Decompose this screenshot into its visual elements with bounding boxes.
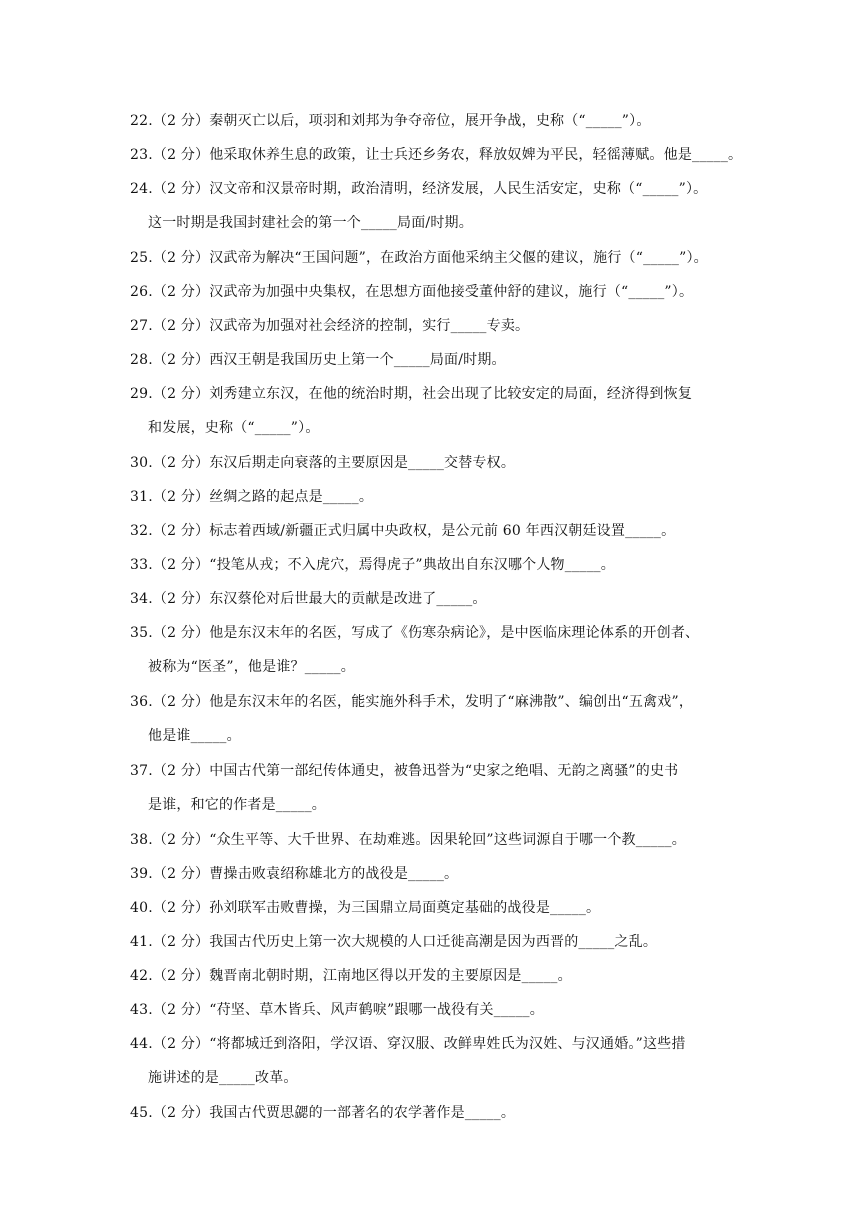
question-first-line [130, 823, 735, 857]
question-number: 22. [130, 113, 153, 129]
question-text: 他是谁_____。 [148, 728, 241, 744]
question-text: 中国古代第一部纪传体通史，被鲁迅誉为“史家之绝唱、无韵之离骚”的史书 [209, 763, 679, 779]
question-first-line [130, 582, 735, 616]
question-points: （2 分） [152, 489, 210, 505]
question-item [130, 241, 735, 275]
question-item [130, 993, 735, 1027]
question-text: 我国古代贾思勰的一部著名的农学著作是_____。 [209, 1105, 516, 1121]
question-number: 34. [130, 591, 153, 607]
question-number: 32. [130, 523, 153, 539]
question-text: 东汉后期走向衰落的主要原因是_____交替专权。 [209, 455, 516, 471]
question-text: 汉武帝为加强对社会经济的控制，实行_____专卖。 [209, 318, 530, 334]
question-item [130, 514, 735, 548]
question-item [130, 1027, 735, 1095]
question-text: 汉武帝为加强中央集权，在思想方面他接受董仲舒的建议，施行（“_____”）。 [209, 284, 694, 300]
question-points: （2 分） [152, 625, 210, 641]
question-text: 东汉蔡伦对后世最大的贡献是改进了_____。 [209, 591, 487, 607]
question-item [130, 377, 735, 445]
question-item [130, 959, 735, 993]
question-number: 40. [130, 900, 153, 916]
question-first-line [130, 275, 735, 309]
question-item [130, 138, 743, 172]
question-first-line [130, 1096, 735, 1130]
question-first-line [130, 754, 735, 788]
question-number: 42. [130, 968, 153, 984]
question-number: 29. [130, 386, 153, 402]
question-first-line [130, 446, 735, 480]
question-points: （2 分） [152, 523, 210, 539]
question-item [130, 548, 735, 582]
question-number: 24. [130, 181, 153, 197]
question-points: （2 分） [152, 250, 210, 266]
question-first-line [130, 891, 735, 925]
question-first-line [130, 241, 735, 275]
question-points: （2 分） [152, 832, 210, 848]
question-first-line [130, 548, 735, 582]
question-first-line [130, 309, 735, 343]
question-item [130, 857, 735, 891]
question-points: （2 分） [152, 557, 210, 573]
question-first-line [130, 138, 743, 172]
question-item [130, 104, 735, 138]
question-continuation-line [130, 206, 735, 240]
question-points: （2 分） [152, 352, 210, 368]
question-text: 曹操击败袁绍称雄北方的战役是_____。 [209, 866, 459, 882]
question-continuation-line [130, 788, 735, 822]
question-continuation-line [130, 411, 735, 445]
question-points: （2 分） [152, 455, 210, 471]
question-points: （2 分） [152, 1105, 210, 1121]
question-number: 28. [130, 352, 153, 368]
question-item [130, 343, 735, 377]
question-points: （2 分） [152, 968, 210, 984]
question-points: （2 分） [152, 763, 210, 779]
question-item [130, 685, 735, 753]
question-text: 他是东汉末年的名医，写成了《伤寒杂病论》，是中医临床理论体系的开创者、 [209, 625, 700, 641]
question-text: 孙刘联军击败曹操，为三国鼎立局面奠定基础的战役是_____。 [209, 900, 601, 916]
question-number: 38. [130, 832, 153, 848]
question-text: 被称为“医圣”，他是谁？_____。 [148, 659, 355, 675]
question-item [130, 275, 735, 309]
question-item [130, 582, 735, 616]
question-points: （2 分） [152, 934, 210, 950]
question-first-line [130, 925, 735, 959]
question-item [130, 480, 735, 514]
question-text: 西汉王朝是我国历史上第一个_____局面/时期。 [209, 352, 506, 368]
question-number: 36. [130, 694, 153, 710]
question-number: 26. [130, 284, 153, 300]
question-text: 汉武帝为解决“王国问题”，在政治方面他采纳主父偃的建议，施行（“_____”）。 [209, 250, 708, 266]
question-number: 41. [130, 934, 153, 950]
question-item [130, 925, 735, 959]
question-first-line [130, 104, 735, 138]
question-continuation-line [130, 719, 735, 753]
question-points: （2 分） [152, 591, 210, 607]
question-item [130, 891, 735, 925]
question-text: 刘秀建立东汉，在他的统治时期，社会出现了比较安定的局面，经济得到恢复 [209, 386, 693, 402]
question-item [130, 616, 735, 684]
question-text: 标志着西域/新疆正式归属中央政权，是公元前 60 年西汉朝廷设置_____。 [209, 523, 676, 539]
question-text: 汉文帝和汉景帝时期，政治清明，经济发展，人民生活安定，史称（“_____”）。 [209, 181, 708, 197]
question-item [130, 309, 735, 343]
question-number: 35. [130, 625, 153, 641]
question-item [130, 1096, 735, 1130]
question-continuation-line [130, 1061, 735, 1095]
question-item [130, 446, 735, 480]
question-text: 秦朝灭亡以后，项羽和刘邦为争夺帝位，展开争战，史称（“_____”）。 [209, 113, 651, 129]
question-first-line [130, 685, 735, 719]
question-text: 魏晋南北朝时期，江南地区得以开发的主要原因是_____。 [209, 968, 572, 984]
question-text: 和发展，史称（“_____”）。 [148, 420, 320, 436]
question-points: （2 分） [152, 147, 210, 163]
question-number: 45. [130, 1105, 153, 1121]
question-points: （2 分） [152, 284, 210, 300]
question-points: （2 分） [152, 181, 210, 197]
question-text: “投笔从戎；不入虎穴，焉得虎子”典故出自东汉哪个人物_____。 [209, 557, 615, 573]
question-text: 施讲述的是_____改革。 [148, 1070, 298, 1086]
question-number: 39. [130, 866, 153, 882]
question-points: （2 分） [152, 113, 210, 129]
question-text: “众生平等、大千世界、在劫难逃。因果轮回”这些词源自于哪一个教_____。 [209, 832, 686, 848]
question-text: 这一时期是我国封建社会的第一个_____局面/时期。 [148, 215, 473, 231]
question-text: 是谁，和它的作者是_____。 [148, 797, 326, 813]
question-number: 30. [130, 455, 153, 471]
question-first-line [130, 514, 735, 548]
question-text: 他采取休养生息的政策，让士兵还乡务农，释放奴婢为平民，轻徭薄赋。他是_____。 [209, 147, 743, 163]
question-item [130, 823, 735, 857]
question-first-line [130, 480, 735, 514]
question-first-line [130, 343, 735, 377]
question-first-line [130, 993, 735, 1027]
question-text: 丝绸之路的起点是_____。 [209, 489, 374, 505]
question-points: （2 分） [152, 694, 210, 710]
question-first-line [130, 959, 735, 993]
question-text: “苻坚、草木皆兵、风声鹤唳”跟哪一战役有关_____。 [209, 1002, 544, 1018]
question-number: 37. [130, 763, 153, 779]
question-number: 43. [130, 1002, 153, 1018]
question-number: 25. [130, 250, 153, 266]
question-first-line [130, 857, 735, 891]
question-number: 27. [130, 318, 153, 334]
question-text: “将都城迁到洛阳，学汉语、穿汉服、改鲜卑姓氏为汉姓、与汉通婚。”这些措 [209, 1036, 686, 1052]
question-first-line [130, 172, 735, 206]
question-number: 33. [130, 557, 153, 573]
question-first-line [130, 616, 735, 650]
question-points: （2 分） [152, 1036, 210, 1052]
question-points: （2 分） [152, 318, 210, 334]
question-points: （2 分） [152, 386, 210, 402]
question-continuation-line [130, 650, 735, 684]
question-number: 44. [130, 1036, 153, 1052]
question-text: 他是东汉末年的名医，能实施外科手术，发明了“麻沸散”、编创出“五禽戏”， [209, 694, 694, 710]
question-item [130, 754, 735, 822]
question-points: （2 分） [152, 900, 210, 916]
question-points: （2 分） [152, 1002, 210, 1018]
question-first-line [130, 377, 735, 411]
question-item [130, 172, 735, 240]
question-number: 31. [130, 489, 153, 505]
question-first-line [130, 1027, 735, 1061]
question-points: （2 分） [152, 866, 210, 882]
question-text: 我国古代历史上第一次大规模的人口迁徙高潮是因为西晋的_____之乱。 [209, 934, 658, 950]
question-number: 23. [130, 147, 153, 163]
